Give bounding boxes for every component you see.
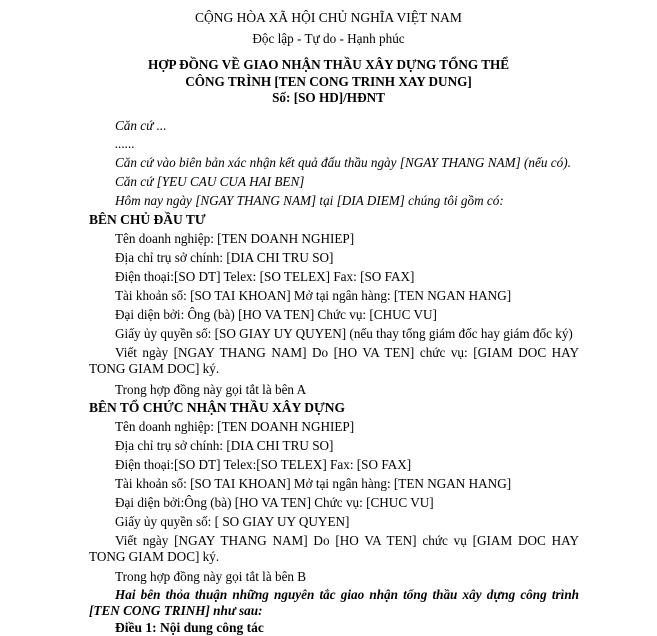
preamble-line: Căn cứ vào biên bản xác nhận kết quả đấu thầu ngày [NGAY THANG NAM] (nếu có). [115,155,571,170]
preamble-line: Hôm nay ngày [NGAY THANG NAM] tại [DIA DIEM] chúng tôi gồm có: [115,193,504,208]
title-line-2: CÔNG TRÌNH [TEN CONG TRINH XAY DUNG] [185,74,472,89]
party-a-company: Tên doanh nghiệp: [TEN DOANH NGHIEP] [115,231,355,246]
preamble-line: Căn cứ ... [115,118,167,133]
party-a-phone: Điện thoại:[SO DT] Telex: [SO TELEX] Fax: [SO FAX] [115,269,415,284]
party-b-heading: BÊN TỔ CHỨC NHẬN THẦU XÂY DỰNG [89,400,346,415]
party-b-account: Tài khoản số: [SO TAI KHOAN] Mở tại ngân hàng: [TEN NGAN HANG] [115,476,512,491]
party-a-heading: BÊN CHỦ ĐẦU TƯ [89,212,206,227]
party-b-authorization: Giấy ủy quyền số: [ SO GIAY UY QUYEN] [115,514,350,529]
title-line-1: HỢP ĐỒNG VỀ GIAO NHẬN THẦU XÂY DỰNG TỔNG THỂ [147,57,510,72]
party-b-called: Trong hợp đồng này gọi tắt là bên B [115,569,307,584]
agreement-paragraph: Hai bên thỏa thuận những nguyên tắc giao nhận tổng thầu xây dựng công trình [TEN CONG TRINH] như sau: [89,587,579,618]
party-b-written: Viết ngày [NGAY THANG NAM] Do [HO VA TEN] chức vụ [GIAM DOC HAY TONG GIAM DOC] ký. [89,533,579,564]
party-a-written: Viết ngày [NGAY THANG NAM] Do [HO VA TEN] chức vụ: [GIAM DOC HAY TONG GIAM DOC] ký. [89,345,579,376]
party-b-company: Tên doanh nghiệp: [TEN DOANH NGHIEP] [115,419,355,434]
preamble-line: Căn cứ [YEU CAU CUA HAI BEN] [115,174,305,189]
contract-number: Số: [SO HD]/HĐNT [272,90,385,105]
party-a-authorization: Giấy ủy quyền số: [SO GIAY UY QUYEN] (nếu thay tổng giám đốc hay giám đốc ký) [115,326,573,341]
party-b-phone: Điện thoại:[SO DT] Telex:[SO TELEX] Fax: [SO FAX] [115,457,412,472]
article-1-heading: Điều 1: Nội dung công tác [115,620,264,635]
party-b-address: Địa chỉ trụ sở chính: [DIA CHI TRU SO] [115,438,334,453]
country-header: CỘNG HÒA XÃ HỘI CHỦ NGHĨA VIỆT NAM [195,10,462,25]
party-a-account: Tài khoản số: [SO TAI KHOAN] Mở tại ngân hàng: [TEN NGAN HANG] [115,288,512,303]
party-a-representative: Đại diện bởi: Ông (bà) [HO VA TEN] Chức vụ: [CHUC VU] [115,307,437,322]
party-b-representative: Đại diện bởi:Ông (bà) [HO VA TEN] Chức vụ: [CHUC VU] [115,495,434,510]
motto: Độc lập - Tự do - Hạnh phúc [252,31,405,46]
party-a-address: Địa chỉ trụ sở chính: [DIA CHI TRU SO] [115,250,334,265]
party-a-called: Trong hợp đồng này gọi tắt là bên A [115,382,307,397]
preamble-line: ...... [115,136,135,151]
